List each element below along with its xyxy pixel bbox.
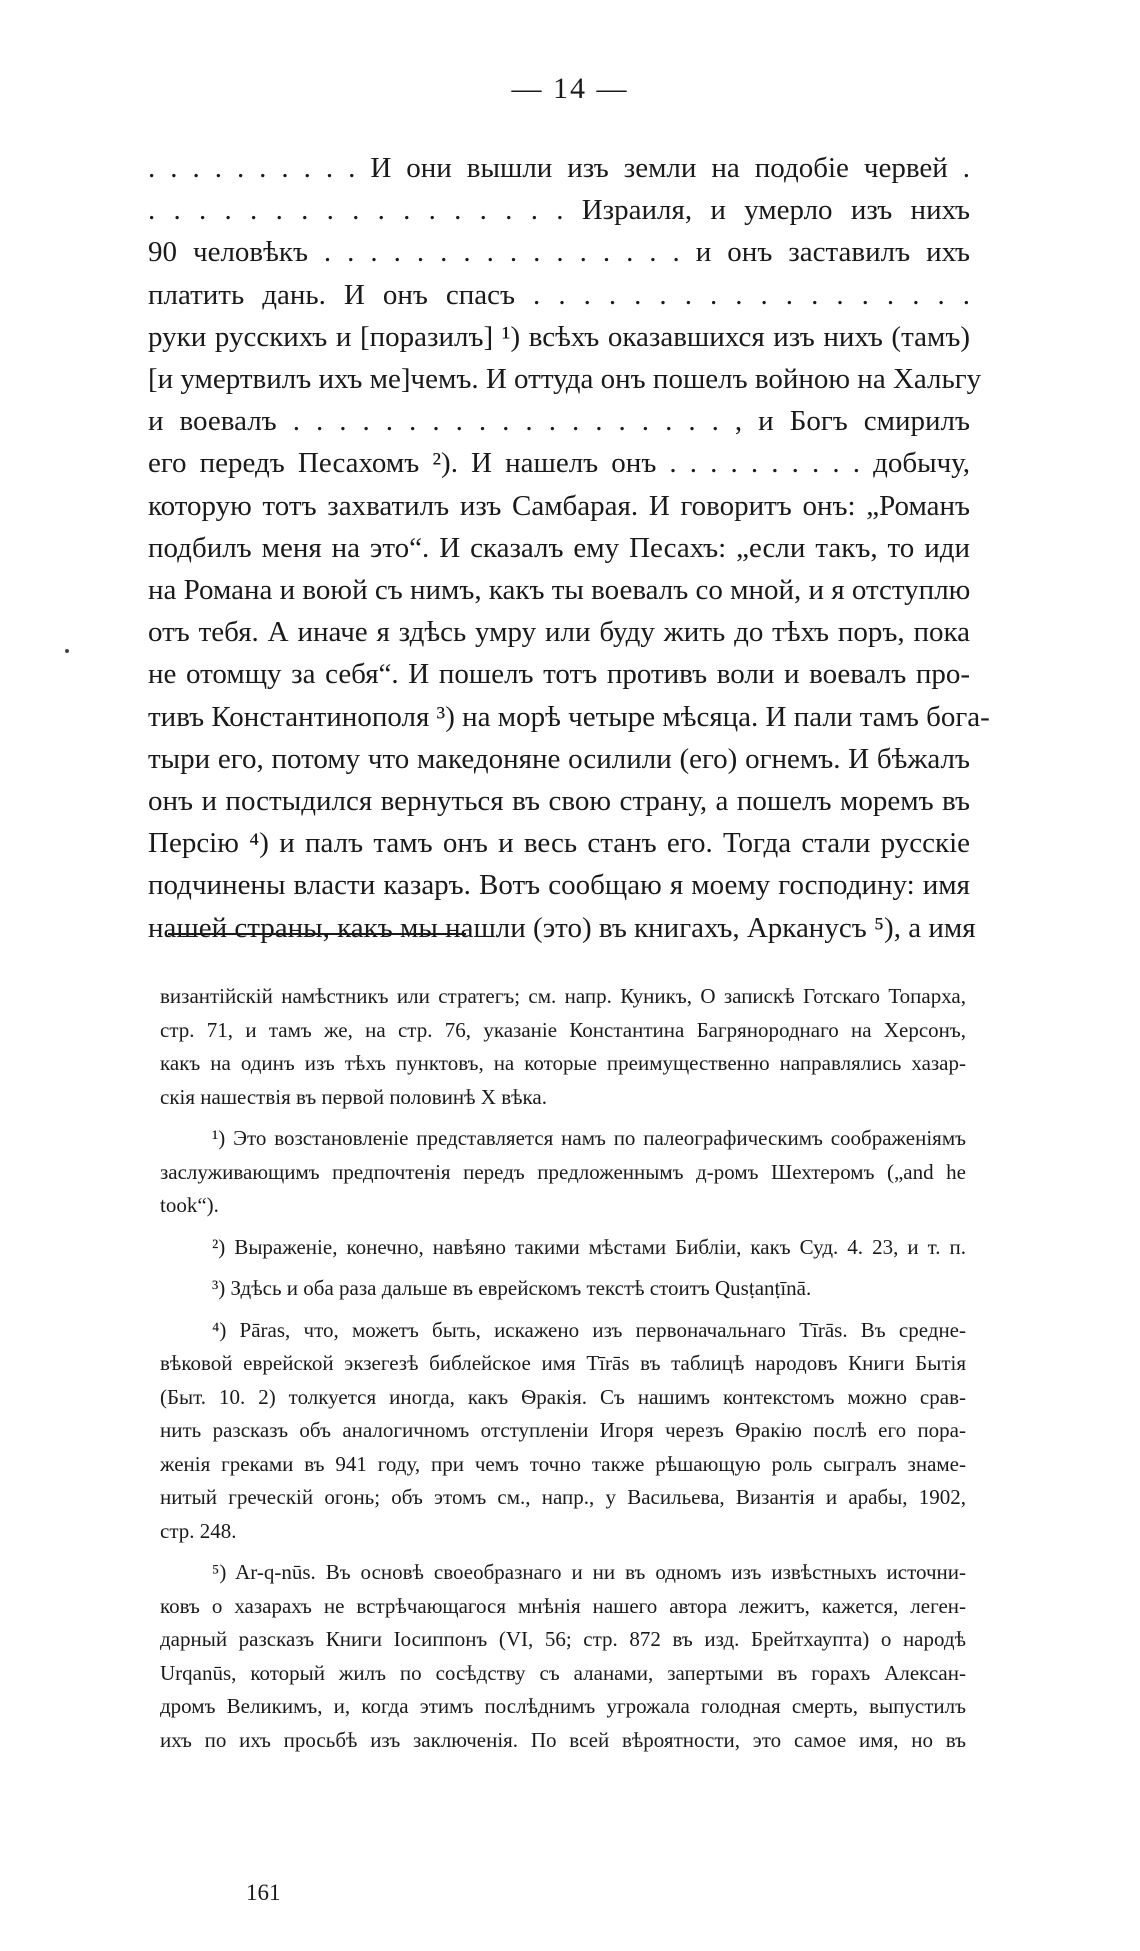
- main-text-line: нашей страны, какъ мы нашли (это) въ книгахъ, Арканусъ ⁵), а имя: [148, 911, 976, 944]
- footnote-line: нить разсказъ объ аналогичномъ отступленіи Игоря черезъ Ѳракію послѣ его пора-: [160, 1418, 966, 1442]
- main-text-line: подчинены власти казаръ. Вотъ сообщаю я моему господину: имя: [148, 869, 970, 902]
- footnote-5: [160, 1556, 966, 1757]
- main-text-line: отъ тебя. А иначе я здѣсь умру или буду жить до тѣхъ поръ, пока: [148, 616, 970, 649]
- footnote-line: Urqanūs, который жилъ по сосѣдству съ аланами, запертыми въ горахъ Алексан-: [160, 1660, 966, 1685]
- main-text-line: . . . . . . . . . . И они вышли изъ земли на подобіе червей .: [148, 152, 970, 184]
- main-text-line: тыри его, потому что македоняне осилили (его) огнемъ. И бѣжалъ: [148, 742, 970, 775]
- page-number: — 14 —: [511, 72, 629, 105]
- margin-speck: [65, 649, 69, 653]
- footnote-line: took“).: [160, 1193, 219, 1217]
- main-text-line: и воевалъ . . . . . . . . . . . . . . . . . . . , и Богъ смирилъ: [148, 405, 970, 438]
- footnote-line: стр. 71, и тамъ же, на стр. 76, указаніе Константина Багрянороднаго на Херсонъ,: [160, 1017, 966, 1042]
- footnote-line: ¹) Это возстановленіе представляется намъ по палеографическимъ соображеніямъ: [212, 1126, 966, 1150]
- footnote-line: византійскій намѣстникъ или стратегъ; см. напр. Куникъ, О запискѣ Готскаго Топарха,: [160, 984, 966, 1008]
- footnote-3: [160, 1272, 966, 1306]
- footnote-line: скія нашествія въ первой половинѣ X вѣка.: [160, 1084, 547, 1109]
- main-text-block: [148, 147, 990, 949]
- footnote-line: вѣковой еврейской экзегезѣ библейское имя Tīrās въ таблицѣ народовъ Книги Бытія: [160, 1351, 966, 1375]
- footnote-line: ⁵) Ar-q-nūs. Въ основѣ своеобразнаго и ни въ одномъ изъ извѣстныхъ источни-: [212, 1560, 966, 1584]
- footnotes-block: [160, 980, 966, 1765]
- footnote-line: дарный разсказъ Книги Іосиппонъ (VI, 56; стр. 872 въ изд. Брейтхаупта) о народѣ: [160, 1627, 966, 1651]
- footnote-line: дромъ Великимъ, и, когда этимъ послѣднимъ угрожала голодная смерть, выпустилъ: [160, 1694, 966, 1718]
- footnote-line: нитый греческій огонь; объ этомъ см., напр., у Васильева, Византія и арабы, 1902,: [160, 1485, 966, 1509]
- main-text-line: тивъ Константинополя ³) на морѣ четыре мѣсяца. И пали тамъ бога-: [148, 700, 990, 733]
- footnote-divider: [168, 933, 466, 935]
- footnote-2: [160, 1231, 966, 1265]
- footnote-4: [160, 1314, 966, 1549]
- footnote-continuation: [160, 980, 966, 1114]
- main-text-line: которую тотъ захватилъ изъ Самбарая. И говоритъ онъ: „Романъ: [148, 489, 970, 522]
- printer-signature-mark: 161: [246, 1880, 281, 1905]
- main-text-line: 90 человѣкъ . . . . . . . . . . . . . . . . и онъ заставилъ ихъ: [148, 236, 970, 269]
- main-text-line: не отомщу за себя“. И пошелъ тотъ противъ воли и воевалъ про-: [148, 658, 970, 691]
- main-text-line: онъ и постыдился вернуться въ свою страну, а пошелъ моремъ въ: [148, 785, 970, 818]
- footnote-1: [160, 1122, 966, 1223]
- footnote-line: ³) Здѣсь и оба раза дальше въ еврейскомъ текстѣ стоитъ Qusṭanṭīnā.: [212, 1276, 812, 1300]
- footnote-line: ²) Выраженіе, конечно, навѣяно такими мѣстами Библіи, какъ Суд. 4. 23, и т. п.: [212, 1234, 966, 1259]
- footnote-line: ⁴) Pāras, что, можетъ быть, искажено изъ первоначальнаго Tīrās. Въ средне-: [212, 1317, 966, 1342]
- footnote-line: женія греками въ 941 году, при чемъ точно также рѣшающую роль сыгралъ знаме-: [160, 1451, 966, 1476]
- main-text-line: его передъ Песахомъ ²). И нашелъ онъ . . . . . . . . . . добычу,: [148, 447, 970, 480]
- footnote-line: стр. 248.: [160, 1518, 237, 1543]
- footnote-line: ихъ по ихъ просьбѣ изъ заключенія. По всей вѣроятности, это самое имя, но въ: [160, 1727, 966, 1752]
- footnote-line: заслуживающимъ предпочтенія передъ предложеннымъ д-ромъ Шехтеромъ („and he: [160, 1159, 966, 1184]
- main-text-line: [и умертвилъ ихъ ме]чемъ. И оттуда онъ пошелъ войною на Хальгу: [148, 363, 982, 396]
- main-text-line: Персію ⁴) и палъ тамъ онъ и весь станъ его. Тогда стали русскіе: [148, 827, 970, 860]
- footnote-line: (Быт. 10. 2) толкуется иногда, какъ Ѳракія. Съ нашимъ контекстомъ можно срав-: [160, 1384, 966, 1409]
- main-text-line: . . . . . . . . . . . . . . . . . Израиля, и умерло изъ нихъ: [148, 194, 970, 227]
- main-text-line: подбилъ меня на это“. И сказалъ ему Песахъ: „если такъ, то иди: [148, 531, 970, 564]
- main-text-line: руки русскихъ и [поразилъ] ¹) всѣхъ оказавшихся изъ нихъ (тамъ): [148, 320, 970, 353]
- main-text-line: платить дань. И онъ спасъ . . . . . . . . . . . . . . . . . .: [148, 278, 970, 311]
- footnote-line: какъ на одинъ изъ тѣхъ пунктовъ, на которые преимущественно направлялись хазар-: [160, 1051, 966, 1075]
- main-text-line: на Романа и воюй съ нимъ, какъ ты воевалъ со мной, и я отступлю: [148, 574, 971, 607]
- footnote-line: ковъ о хазарахъ не встрѣчающагося мнѣнія нашего автора лежитъ, кажется, леген-: [160, 1593, 966, 1618]
